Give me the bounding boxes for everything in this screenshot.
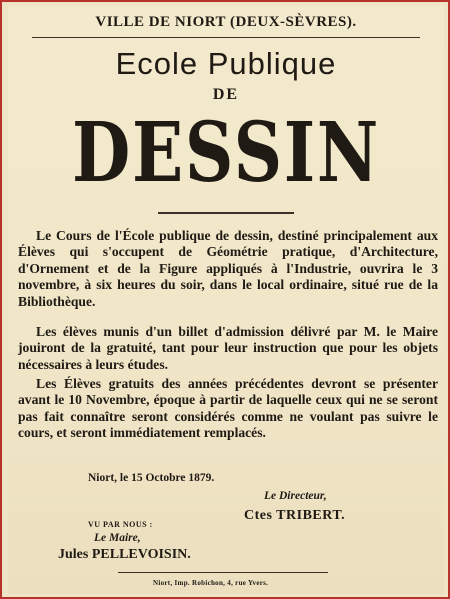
school-heading: Ecole Publique xyxy=(115,46,337,81)
poster xyxy=(8,6,444,594)
mayor-name: Jules PELLEVOISIN. xyxy=(58,547,191,562)
date-line: Niort, le 15 Octobre 1879. xyxy=(88,472,215,484)
paragraph-course: Le Cours de l'École publique de dessin, destiné principalement aux Élèves qui s'occupent de Géométrie pratique, d'Architecture, d'Ornement et de la Figure appliqués à l'Industrie, ouvrira le 3 novembre, à six heures du soir, dans le local ordinaire, situé rue de la Bibliothèque. xyxy=(18,228,438,309)
town-header: VILLE DE NIORT (DEUX-SÈVRES). xyxy=(95,14,357,30)
director-title: Le Directeur, xyxy=(264,490,327,502)
paragraph-admission: Les élèves munis d'un billet d'admission délivré par M. le Maire jouiront de la gratuité, tant pour leur instruction que pour les objets nécessaires à leurs études. xyxy=(18,324,438,372)
paragraph-returning-students: Les Élèves gratuits des années précédentes devront se présenter avant le 10 Novembre, époque à partir de laquelle ceux qui ne se seront pas fait connaître seront considérés comme ne voulant pas suivre le cours, et seront immédiatement remplacés. xyxy=(18,376,438,441)
vu-par-nous: VU PAR NOUS : xyxy=(88,520,153,529)
top-rule xyxy=(32,37,420,38)
bottom-rule xyxy=(118,572,328,573)
de-label: DE xyxy=(212,86,240,103)
title-rule xyxy=(158,212,294,214)
dessin-title: DESSIN xyxy=(72,105,380,201)
director-name: Ctes TRIBERT. xyxy=(244,508,346,523)
printer-credit: Niort, Imp. Robichon, 4, rue Yvers. xyxy=(153,579,269,587)
mayor-title: Le Maire, xyxy=(94,532,141,544)
